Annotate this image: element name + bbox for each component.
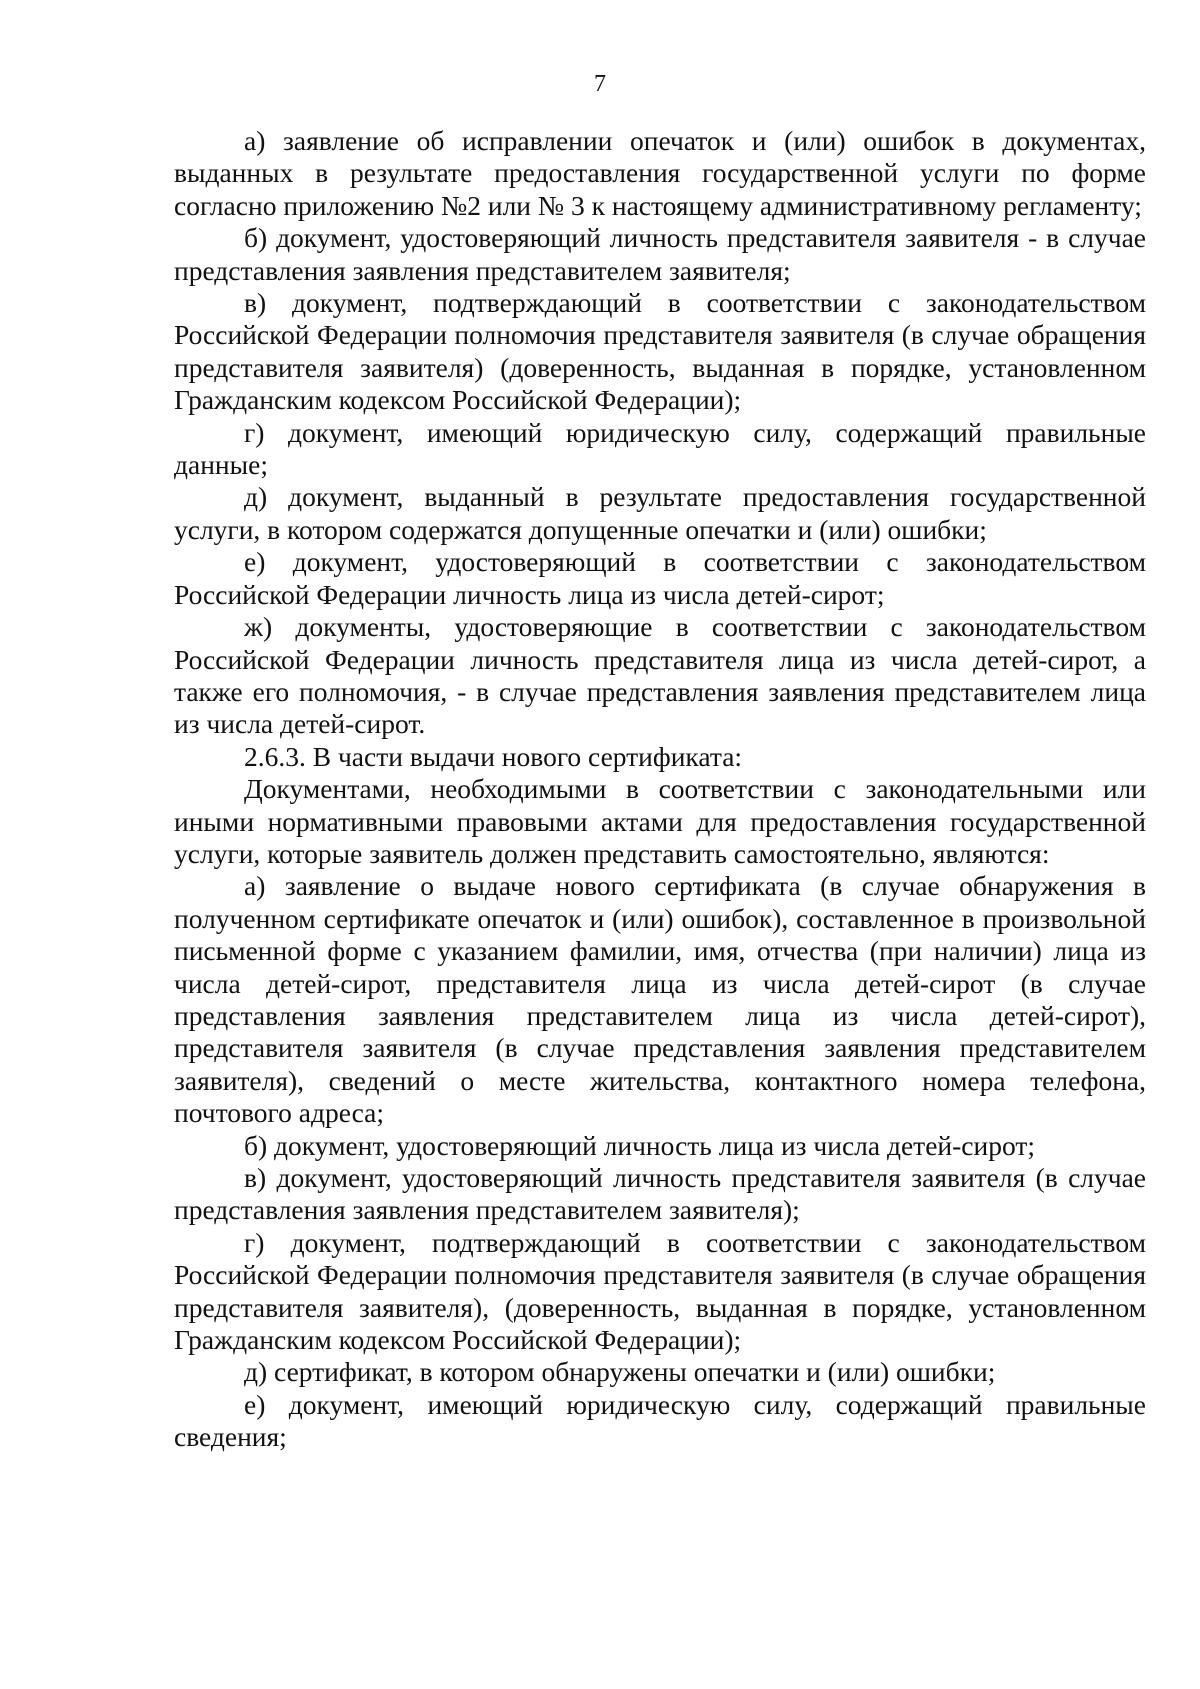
document-body <box>174 125 1146 1454</box>
paragraph-item-d-certificate-with-errors: д) сертификат, в котором обнаружены опечатки и (или) ошибки; <box>244 1356 996 1388</box>
paragraph-item-b-orphan-id: б) документ, удостоверяющий личность лица из числа детей-сирот; <box>244 1129 1035 1161</box>
paragraph-item-g-representative-authority: г) документ, подтверждающий в соответствии с законодательством Российской Федерации полномочия представителя заявителя (в случае обращения представителя заявителя), (доверенность, выданная в порядке, установленном Гражданским кодексом Российской Федерации); <box>174 1226 1146 1356</box>
paragraph-item-d-issued-document: д) документ, выданный в результате предоставления государственной услуги, в котором содержатся допущенные опечатки и (или) ошибки; <box>174 481 1146 545</box>
paragraph-item-v-representative-authority: в) документ, подтверждающий в соответствии с законодательством Российской Федерации полномочия представителя заявителя (в случае обращения представителя заявителя) (доверенность, выданная в порядке, установленном Гражданским кодексом Российской Федерации); <box>174 287 1146 416</box>
paragraph-item-e-orphan-id: е) документ, удостоверяющий в соответствии с законодательством Российской Федерации личность лица из числа детей-сирот; <box>174 546 1146 610</box>
paragraph-item-v-representative-id: в) документ, удостоверяющий личность представителя заявителя (в случае представления заявления представителем заявителя); <box>174 1162 1146 1226</box>
paragraph-item-e-correct-information: е) документ, имеющий юридическую силу, содержащий правильные сведения; <box>174 1388 1146 1453</box>
paragraph-item-a-new-certificate-application: а) заявление о выдаче нового сертификата (в случае обнаружения в полученном сертификате опечаток и (или) ошибок), составленное в произвольной письменной форме с указанием фамилии, имя, отчества (при наличии) лица из числа детей-сирот, представителя лица из числа детей-сирот (в случае представления заявления представителем лица из числа детей-сирот), представителя заявителя (в случае представления заявления представителем заявителя), сведений о месте жительства, контактного номера телефона, почтового адреса; <box>174 870 1146 1129</box>
paragraph-required-documents-intro: Документами, необходимыми в соответствии с законодательными или иными нормативными правовыми актами для предоставления государственной услуги, которые заявитель должен представить самостоятельно, являются: <box>174 773 1146 869</box>
paragraph-item-zh-orphan-representative: ж) документы, удостоверяющие в соответствии с законодательством Российской Федерации личность представителя лица из числа детей-сирот, а также его полномочия, - в случае представления заявления представителем лица из числа детей-сирот. <box>174 611 1146 740</box>
section-heading-2-6-3: 2.6.3. В части выдачи нового сертификата: <box>244 740 743 772</box>
page-number: 7 <box>594 71 606 97</box>
paragraph-item-b-representative-id: б) документ, удостоверяющий личность представителя заявителя - в случае представления заявления представителем заявителя; <box>174 222 1146 286</box>
paragraph-item-a-correction-application: а) заявление об исправлении опечаток и (или) ошибок в документах, выданных в результате предоставления государственной услуги по форме согласно приложению №2 или № 3 к настоящему административному регламенту; <box>174 125 1146 221</box>
paragraph-item-g-legal-document: г) документ, имеющий юридическую силу, содержащий правильные данные; <box>174 416 1146 481</box>
